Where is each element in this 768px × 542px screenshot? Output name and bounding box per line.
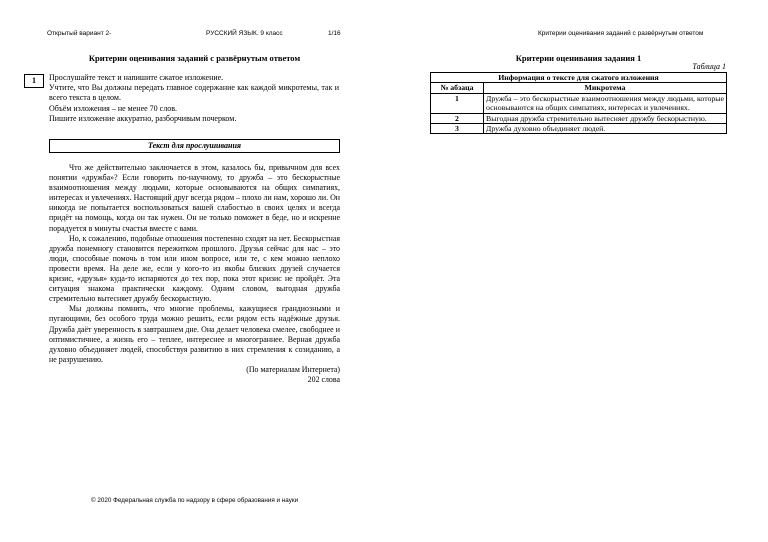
instruction-line: Прослушайте текст и напишите сжатое изложение. bbox=[49, 73, 224, 82]
microtheme-table bbox=[430, 72, 727, 134]
listening-text-label: Текст для прослушивания bbox=[49, 139, 340, 153]
paragraph-number: 1 bbox=[431, 93, 484, 113]
header-page-number: 1/16 bbox=[328, 30, 341, 37]
table-column-row bbox=[431, 83, 727, 93]
instruction-line: Объём изложения – не менее 70 слов. bbox=[49, 103, 177, 113]
task-number-box: 1 bbox=[24, 74, 44, 88]
word-count: 202 слова bbox=[307, 374, 340, 384]
text-paragraph: Мы должны помнить, что многие проблемы, кажущиеся грандиозными и пугающими, без особого труда можно решить, если рядом есть надёжные друзья. Дружба даёт уверенность в завтрашнем дне. Она делает человека смелее, свободнее и оптимистичнее, а жизнь его – теплее, интереснее и многограннее. Верная дружба духовно объединяет людей, способствуя развитию в них стремления к созиданию, а не разрушению. bbox=[49, 304, 340, 364]
text-source: (По материалам Интернета) bbox=[246, 364, 340, 374]
microtheme-text: Выгодная дружба стремительно вытесняет дружбу бескорыстную. bbox=[484, 113, 727, 123]
table-header: Информация о тексте для сжатого изложения bbox=[431, 73, 727, 83]
instruction-line: Учтите, что Вы должны передать главное содержание как каждой микротемы, так и всего текста в целом. bbox=[49, 83, 339, 103]
text-paragraph: Что же действительно заключается в этом, казалось бы, привычном для всех понятии «дружба»? Если говорить по-научному, то дружба – это бескорыстные взаимоотношения между людьми, которые основываются на общих симпатиях, интересах и увлечениях. Настоящий друг всегда рядом – плохо ли нам, хорошо ли. Он никогда не попытается воспользоваться вашей слабостью в своих целях и всегда придёт на помощь, когда он так нужен. Он не только поможет в беде, но и искренне порадуется в минуты счастья вместе с вами. bbox=[49, 163, 340, 233]
column-header-paragraph: № абзаца bbox=[431, 83, 484, 93]
listening-text bbox=[49, 163, 340, 385]
task-instructions bbox=[49, 73, 339, 124]
table-row bbox=[431, 124, 727, 134]
table-row bbox=[431, 93, 727, 113]
table-header-row bbox=[431, 73, 727, 83]
text-paragraph: Но, к сожалению, подобные отношения постепенно сходят на нет. Бескорыстная дружба понемногу становится пережитком прошлого. Друзья сейчас для нас – это люди, способные помочь в том или ином вопросе, или те, с кем можно неплохо провести время. На деле же, если у кого-то из якобы близких друзей случается кризис, «друзья» куда-то испаряются до тех пор, пока этот кризис не пройдёт. Эта ситуация знакома практически каждому. Одним словом, выгодная дружба стремительно вытесняет дружбу бескорыстную. bbox=[49, 233, 341, 304]
table-caption: Таблица 1 bbox=[692, 62, 726, 71]
instruction-line: Пишите изложение аккуратно, разборчивым почерком. bbox=[49, 113, 237, 123]
paragraph-number: 3 bbox=[431, 124, 484, 134]
paragraph-number: 2 bbox=[431, 113, 484, 123]
column-header-microtheme: Микротема bbox=[484, 83, 727, 93]
microtheme-text: Дружба – это бескорыстные взаимоотношения между людьми, которые основываются на общих симпатиях, интересах и увлечениях. bbox=[484, 93, 727, 113]
header-subject: РУССКИЙ ЯЗЫК. 9 класс bbox=[206, 30, 283, 37]
header-right-title: Критерии оценивания заданий с развёрнутым ответом bbox=[538, 30, 704, 37]
copyright-footer: © 2020 Федеральная служба по надзору в сфере образования и науки bbox=[91, 497, 299, 504]
left-page-title: Критерии оценивания заданий с развёрнутым ответом bbox=[88, 53, 301, 63]
table-row bbox=[431, 113, 727, 123]
microtheme-text: Дружба духовно объединяет людей. bbox=[484, 124, 727, 134]
header-variant: Открытый вариант 2- bbox=[47, 30, 112, 37]
right-page-title: Критерии оценивания задания 1 bbox=[515, 53, 642, 63]
